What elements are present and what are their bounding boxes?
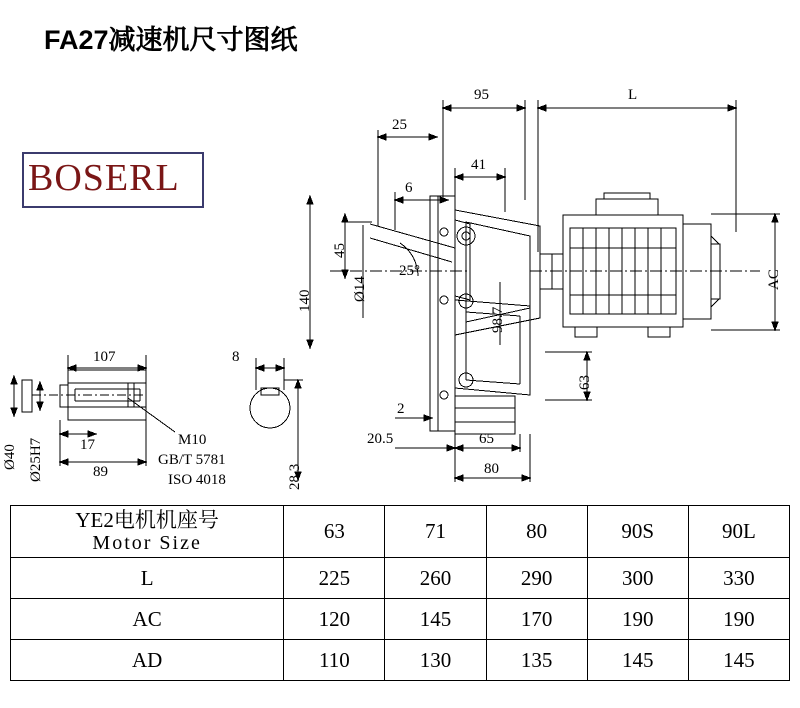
column-header-71: 71 <box>385 506 486 558</box>
row-label-l: L <box>11 558 284 599</box>
cell-ad-80: 135 <box>486 640 587 681</box>
cell-l-90s: 300 <box>587 558 688 599</box>
dim-dia14: Ø14 <box>352 276 368 302</box>
cell-ac-71: 145 <box>385 599 486 640</box>
dim-41: 41 <box>471 157 486 173</box>
dim-63: 63 <box>577 375 593 390</box>
dim-95: 95 <box>474 87 489 103</box>
cell-ac-90l: 190 <box>688 599 789 640</box>
column-header-90l: 90L <box>688 506 789 558</box>
cell-ac-80: 170 <box>486 599 587 640</box>
cell-l-80: 290 <box>486 558 587 599</box>
column-header-63: 63 <box>284 506 385 558</box>
dim-6: 6 <box>405 180 413 196</box>
dim-89: 89 <box>93 464 108 480</box>
dim-98-7: 98.7 <box>490 306 506 333</box>
dim-dia25h7: Ø25H7 <box>28 437 44 482</box>
dim-8: 8 <box>232 349 240 365</box>
dim-2: 2 <box>397 401 405 417</box>
table-row <box>11 599 790 640</box>
row-label-ac: AC <box>11 599 284 640</box>
table-row <box>11 558 790 599</box>
dim-80: 80 <box>484 461 499 477</box>
dim-17: 17 <box>80 437 95 453</box>
dim-dia40: Ø40 <box>2 444 18 470</box>
logo-text: BOSERL <box>28 157 180 199</box>
note-gbt: GB/T 5781 <box>158 452 226 468</box>
dim-107: 107 <box>93 349 116 365</box>
dim-25: 25 <box>392 117 407 133</box>
dim-45: 45 <box>332 243 348 258</box>
table-row <box>11 640 790 681</box>
cell-ac-63: 120 <box>284 599 385 640</box>
cell-ad-71: 130 <box>385 640 486 681</box>
header-motor-size-en: Motor Size <box>92 532 202 555</box>
dim-28-3: 28.3 <box>287 463 303 490</box>
cell-ac-90s: 190 <box>587 599 688 640</box>
column-header-80: 80 <box>486 506 587 558</box>
cell-ad-90l: 145 <box>688 640 789 681</box>
cell-l-90l: 330 <box>688 558 789 599</box>
dim-L: L <box>628 87 638 103</box>
note-iso: ISO 4018 <box>168 472 226 488</box>
column-header-90s: 90S <box>587 506 688 558</box>
page-title: FA27减速机尺寸图纸 <box>44 25 298 55</box>
cell-ad-90s: 145 <box>587 640 688 681</box>
table-header-row <box>11 506 790 558</box>
dim-140: 140 <box>297 289 313 312</box>
dim-25-degree: 25° <box>399 263 420 279</box>
note-m10: M10 <box>178 432 207 448</box>
dim-AC: AC <box>766 269 782 290</box>
dim-20-5: 20.5 <box>367 431 394 447</box>
cell-ad-63: 110 <box>284 640 385 681</box>
cell-l-71: 260 <box>385 558 486 599</box>
header-motor-size <box>11 506 284 558</box>
cell-l-63: 225 <box>284 558 385 599</box>
header-motor-size-cn: YE2电机机座号 <box>75 508 219 532</box>
dim-65: 65 <box>479 431 494 447</box>
row-label-ad: AD <box>11 640 284 681</box>
specification-table <box>10 505 790 681</box>
